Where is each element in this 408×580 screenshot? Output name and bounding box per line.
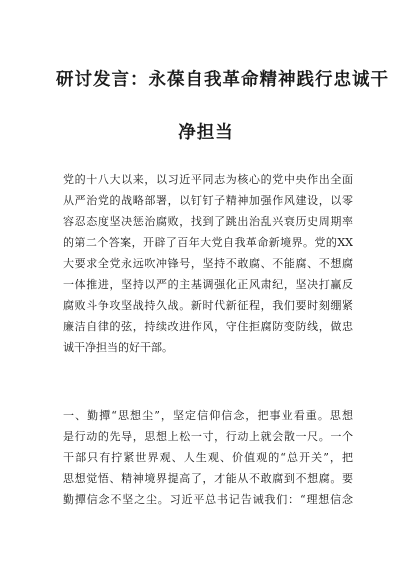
paragraph-line: 廉洁自律的弦，持续改进作风，守住拒腐防变防线，做忠: [63, 320, 353, 333]
paragraph-line: 是行动的先导，思想上松一寸，行动上就会散一尺。一个: [63, 430, 353, 443]
paragraph-line: 诚干净担当的好干部。: [63, 341, 173, 354]
paragraph-line: 腐败斗争攻坚战持久战。新时代新征程，我们要时刻绷紧: [63, 299, 353, 312]
paragraph-section-one: [63, 405, 353, 510]
paragraph-line: 一体推进，坚持以严的主基调强化正风肃纪，坚决打赢反: [63, 278, 353, 291]
paragraph-line: 思想觉悟、精神境界提高了，才能从不敢腐到不想腐。要: [63, 472, 353, 485]
paragraph-intro: [63, 169, 353, 358]
paragraph-line: 从严治党的战略部署，以钉钉子精神加强作风建设，以零: [63, 194, 353, 207]
paragraph-line: 的第二个答案，开辟了百年大党自我革命新境界。党的XX: [63, 236, 353, 249]
paragraph-line: 干部只有拧紧世界观、人生观、价值观的“总开关”，把: [63, 451, 353, 464]
paragraph-line: 容忍态度坚决惩治腐败，找到了跳出治乱兴衰历史周期率: [63, 215, 353, 228]
document-title-line-1: 研讨发言：永葆自我革命精神践行忠诚干: [56, 70, 389, 90]
document-title-line-2: 净担当: [178, 123, 234, 143]
paragraph-line: 一、勤撢“思想尘”，坚定信仰信念，把事业看重。思想: [63, 409, 353, 422]
paragraph-line: 大要求全党永远吹冲锋号，坚持不敢腐、不能腐、不想腐: [63, 257, 353, 270]
paragraph-line: 勤撢信念不坚之尘。习近平总书记告诫我们：“理想信念: [63, 493, 353, 506]
paragraph-line: 党的十八大以来，以习近平同志为核心的党中央作出全面: [63, 173, 353, 186]
